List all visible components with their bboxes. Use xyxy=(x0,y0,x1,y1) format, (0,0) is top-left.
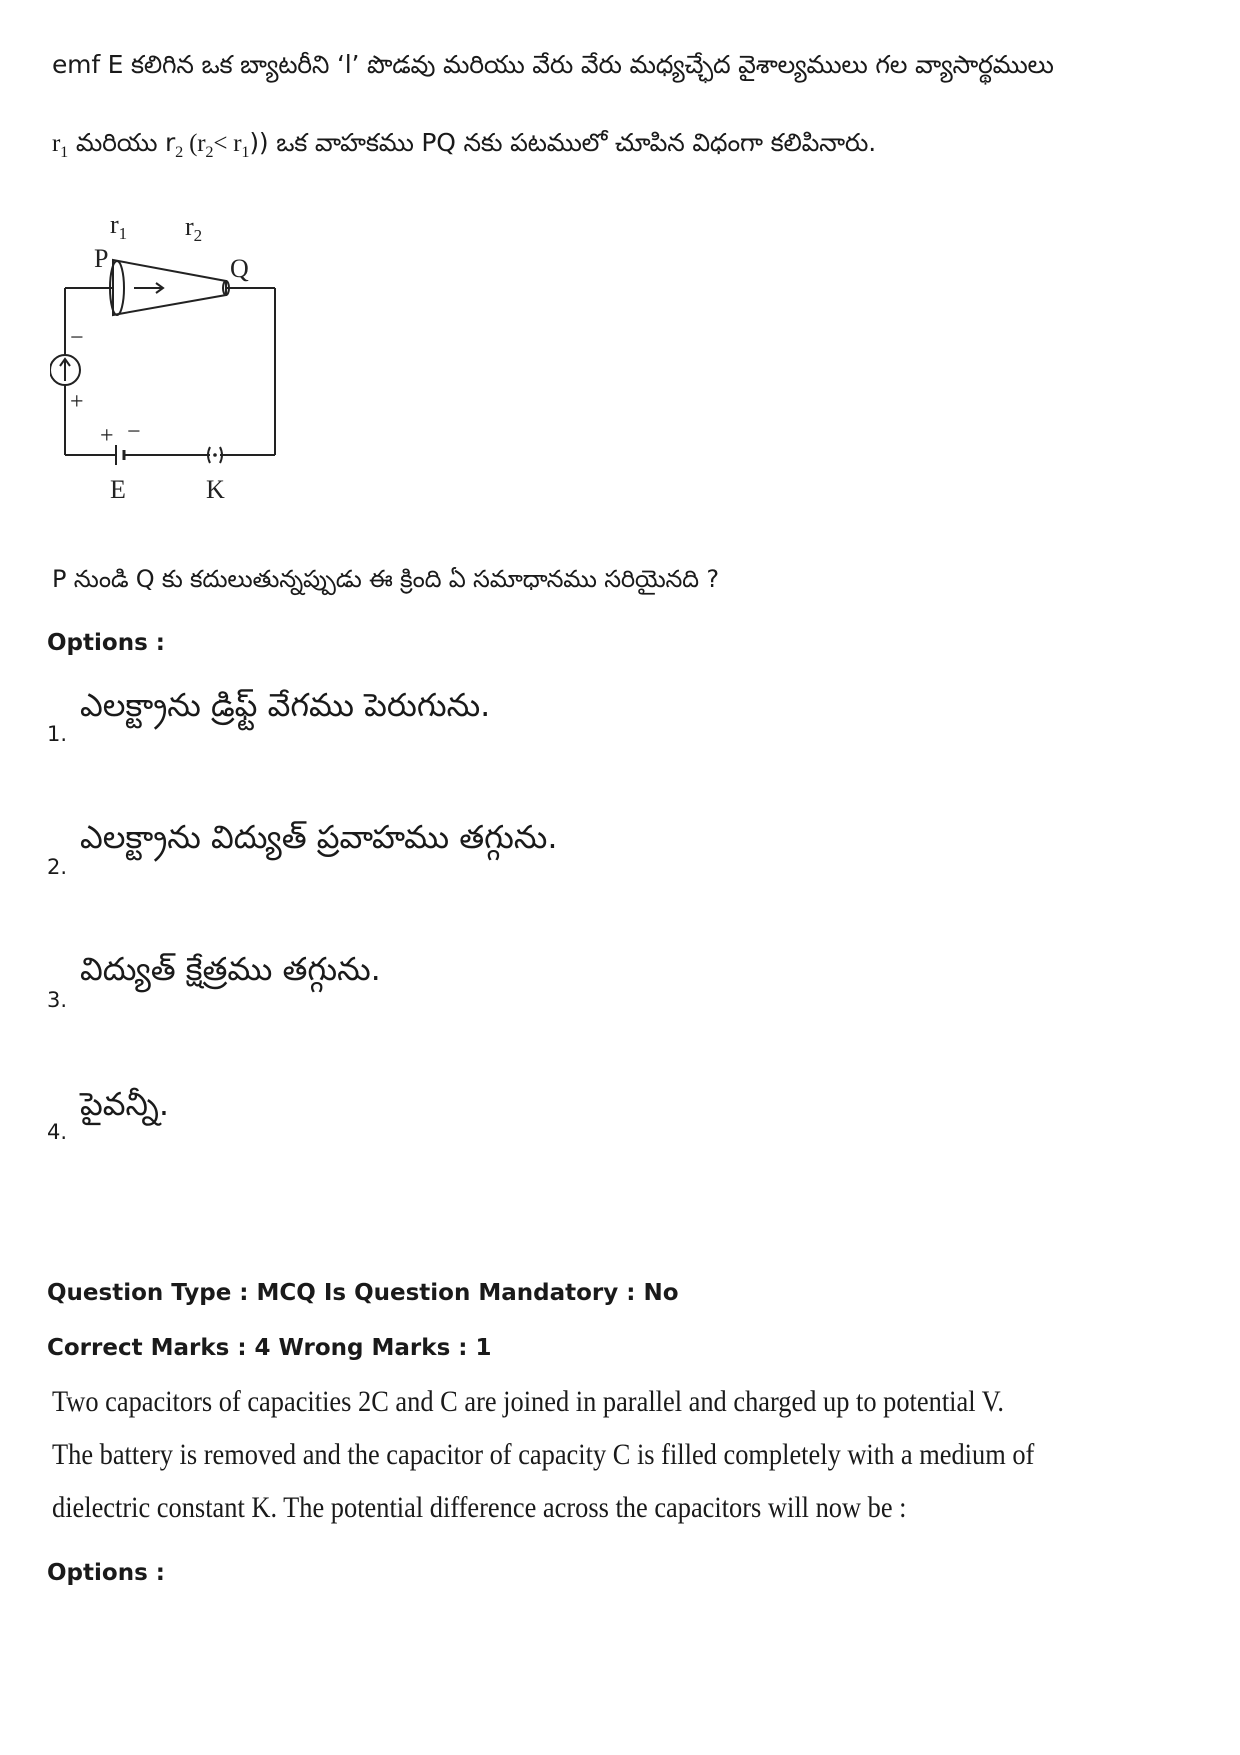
marks-line: Correct Marks : 4 Wrong Marks : 1 xyxy=(47,1335,492,1361)
question-text-line-2 xyxy=(52,128,876,164)
option-4-text[interactable]: పైవన్నీ. xyxy=(80,1085,170,1123)
less-than: < r xyxy=(213,130,242,157)
label-p: P xyxy=(94,244,109,273)
r1-subscript: 1 xyxy=(60,143,69,161)
label-r2: $r_2$ xyxy=(185,215,203,245)
key-dot xyxy=(213,453,217,457)
question-2-text-line-2: The battery is removed and the capacitor of capacity C is filled completely with a medium of xyxy=(52,1438,1035,1471)
option-1-text[interactable]: ఎలక్ట్రాను డ్రిఫ్ట్ వేగము పెరుగును. xyxy=(80,686,491,724)
options-label-q1: Options : xyxy=(47,630,165,656)
option-3-text[interactable]: విద్యుత్ క్షేత్రము తగ్గును. xyxy=(80,950,381,988)
r1-symbol: r xyxy=(52,130,61,157)
and-text: మరియు r xyxy=(68,128,176,157)
question-2-text-line-1: Two capacitors of capacities 2C and C are joined in parallel and charged up to potential V. xyxy=(52,1385,1004,1418)
conical-conductor xyxy=(113,260,226,315)
option-1-number: 1. xyxy=(47,722,68,746)
option-3-number: 3. xyxy=(47,988,68,1012)
question-2-text-line-3: dielectric constant K. The potential difference across the capacitors will now be : xyxy=(52,1491,907,1524)
label-r1: $r_1$ xyxy=(110,215,128,243)
r2-subscript-inner: 2 xyxy=(205,143,214,161)
line-2-rest: )) ఒక వాహకము PQ నకు పటములో చూపిన విధంగా కలిపినారు. xyxy=(249,128,876,157)
paren-open: (r xyxy=(183,130,206,157)
option-2-text[interactable]: ఎలక్ట్రాను విద్యుత్ ప్రవాహము తగ్గును. xyxy=(80,818,558,856)
label-meter-plus: + xyxy=(70,389,84,415)
option-2-number: 2. xyxy=(47,855,68,879)
label-cell-plus: + xyxy=(100,423,114,449)
r1-subscript-inner: 1 xyxy=(241,143,250,161)
label-k: K xyxy=(206,475,225,504)
label-meter-minus: − xyxy=(70,325,84,351)
question-text-line-1: emf E కలిగిన ఒక బ్యాటరీని ‘l’ పొడవు మరియు వేరు వేరు మధ్యచ్ఛేద వైశాల్యములు గల వ్యాసార్థములు xyxy=(52,50,1054,79)
label-cell-minus: − xyxy=(127,419,141,445)
option-4-number: 4. xyxy=(47,1120,68,1144)
question-type-line: Question Type : MCQ Is Question Mandatory : No xyxy=(47,1280,679,1306)
label-q: Q xyxy=(230,254,249,283)
r2-subscript: 2 xyxy=(175,143,184,161)
options-label-q2: Options : xyxy=(47,1560,165,1586)
circuit-diagram xyxy=(50,215,290,515)
label-e: E xyxy=(110,475,126,504)
question-prompt: P నుండి Q కు కదులుతున్నప్పుడు ఈ క్రింది ఏ సమాధానము సరియైనది ? xyxy=(52,565,719,593)
